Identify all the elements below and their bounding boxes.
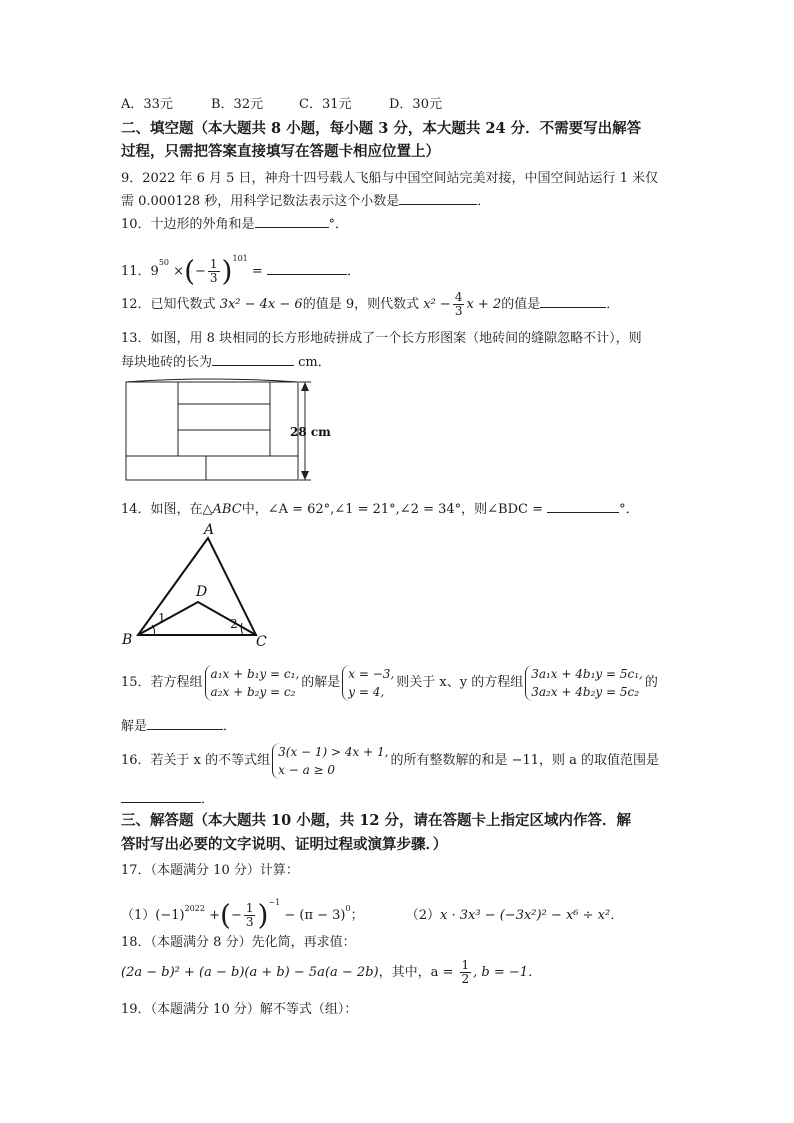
angle-2-arc bbox=[241, 623, 243, 635]
q9-end: ． bbox=[477, 194, 491, 209]
q16-system bbox=[272, 743, 388, 779]
q10-answer-blank[interactable] bbox=[255, 214, 329, 228]
q11-exp2: 101 bbox=[232, 254, 248, 263]
q17-p2-expr: x · 3x³ − (−3x²)² − x⁶ ÷ x²． bbox=[440, 908, 624, 923]
q16-sys-row1: 3(x − 1) > 4x + 1, bbox=[278, 744, 389, 759]
q17-p1-label: （1） bbox=[121, 908, 156, 923]
section2-heading-line2: 过程，只需把答案直接填写在答题卡相应位置上） bbox=[121, 143, 440, 160]
q17-frac-num: 1 bbox=[245, 901, 254, 915]
q13-line2 bbox=[121, 352, 331, 372]
section3-heading-line2: 答时写出必要的文字说明、证明过程或演算步骤．） bbox=[121, 836, 448, 853]
label-1: 1 bbox=[158, 611, 166, 625]
q13-text: 每块地砖的长为 bbox=[121, 355, 213, 370]
label-b: B bbox=[122, 632, 133, 648]
q15-line1 bbox=[121, 662, 658, 704]
q18-tail: , b = −1． bbox=[473, 965, 542, 980]
q16-answer-blank[interactable] bbox=[121, 789, 201, 803]
q18-expr-line bbox=[121, 955, 541, 991]
q15-sys3-row2: 3a₂x + 4b₂y = 5c₂ bbox=[531, 684, 640, 699]
q12-line bbox=[121, 287, 619, 323]
q10-end: °． bbox=[328, 217, 349, 232]
q12-answer-blank[interactable] bbox=[540, 294, 606, 308]
q17-p1-a: (−1) bbox=[155, 908, 185, 923]
q15-mid2: 则关于 x、y 的方程组 bbox=[396, 675, 524, 690]
q14-triangle-figure bbox=[118, 522, 278, 650]
q17-paren-right: ) bbox=[257, 898, 269, 932]
q15-system-3 bbox=[525, 665, 643, 701]
q14-line bbox=[121, 499, 639, 519]
q17-frac-den: 3 bbox=[245, 915, 254, 929]
q17-p1-a-exp: 2022 bbox=[184, 904, 205, 913]
q15-line2-text: 解是 bbox=[121, 719, 148, 734]
q15-sys2-row2: y = 4, bbox=[348, 684, 385, 699]
q17-p2-label: （2） bbox=[405, 908, 441, 923]
q14-given: 中，∠A = 62°,∠1 = 21°,∠2 = 34°，则∠BDC = bbox=[241, 502, 543, 517]
q19-title: 19．（本题满分 10 分）解不等式（组）： bbox=[121, 1002, 358, 1017]
dim-arrow-top bbox=[301, 382, 309, 391]
label-a: A bbox=[204, 522, 215, 538]
q15-system-1 bbox=[205, 665, 300, 701]
q15-sys1-row1: a₁x + b₁y = c₁, bbox=[210, 666, 300, 681]
q17-p1-end: ； bbox=[350, 908, 364, 923]
tile-outer-frame bbox=[126, 382, 298, 480]
q17-p1-c: − (π − 3) bbox=[284, 908, 346, 923]
q17-p1-minus: − bbox=[230, 908, 242, 923]
q15-mid1: 的解是 bbox=[301, 675, 341, 690]
q14-answer-blank[interactable] bbox=[547, 499, 619, 513]
section3-heading-line1: 三、解答题（本大题共 10 小题，共 12 分，请在答题卡上指定区域内作答．解 bbox=[121, 812, 632, 829]
q13-answer-blank[interactable] bbox=[212, 352, 294, 366]
q11-frac-den: 3 bbox=[209, 271, 218, 285]
q11-paren-right: ) bbox=[221, 254, 233, 288]
q14-abc: ABC bbox=[212, 502, 242, 517]
q15-sys3-row1: 3a₁x + 4b₁y = 5c₁, bbox=[531, 666, 643, 681]
q9-line1: 9．2022 年 6 月 5 日，神舟十四号载人飞船与中国空间站完美对接，中国空间站运行 1 米仅 bbox=[121, 171, 659, 186]
q15-sys2-row1: x = −3, bbox=[348, 666, 395, 681]
q17-p1-plus: + bbox=[209, 908, 220, 923]
q11-end: ． bbox=[346, 264, 360, 279]
q16-sys-row2: x − a ≥ 0 bbox=[278, 762, 336, 777]
q13-tile-figure bbox=[118, 374, 348, 486]
q15-prefix: 15．若方程组 bbox=[121, 675, 203, 690]
q18-where: ，其中，a = bbox=[378, 965, 454, 980]
q11-exp1: 50 bbox=[158, 258, 170, 267]
dim-label: 28 cm bbox=[290, 425, 331, 439]
q16-line2 bbox=[121, 789, 214, 809]
option-b: B．32元 bbox=[211, 97, 264, 112]
q17-fraction bbox=[244, 902, 256, 929]
q18-frac-num: 1 bbox=[461, 958, 470, 972]
q9-line2 bbox=[121, 191, 490, 211]
q11-answer-blank[interactable] bbox=[267, 261, 347, 275]
q17-title: 17．（本题满分 10 分）计算： bbox=[121, 863, 299, 878]
q11-base: 9 bbox=[150, 264, 159, 279]
q15-system-2 bbox=[342, 665, 394, 701]
q11-paren-left: ( bbox=[184, 254, 195, 288]
q17-p1-b-exp: −1 bbox=[268, 898, 281, 907]
q15-answer-blank[interactable] bbox=[147, 716, 223, 730]
q16-prefix: 16．若关于 x 的不等式组 bbox=[121, 753, 271, 768]
q17-parts bbox=[121, 882, 624, 932]
q15-end: ． bbox=[223, 719, 237, 734]
q17-paren-left: ( bbox=[220, 898, 231, 932]
q11-line bbox=[121, 240, 360, 288]
lines-bdc bbox=[138, 602, 256, 635]
q9-text: 需 0.000128 秒，用科学记数法表示这个小数是 bbox=[121, 194, 400, 209]
q16-tail: 的所有整数解的和是 −11，则 a 的取值范围是 bbox=[390, 753, 660, 768]
q12-mid: 的值是 9，则代数式 bbox=[302, 297, 420, 312]
q11-equals: = bbox=[251, 264, 263, 279]
q12-expr2-tail: x + 2 bbox=[466, 297, 502, 312]
q12-prefix: 12．已知代数式 bbox=[121, 297, 216, 312]
q11-frac-num: 1 bbox=[209, 257, 218, 271]
dim-arrow-bottom bbox=[301, 471, 309, 480]
q15-sys1-row2: a₂x + b₂y = c₂ bbox=[210, 684, 296, 699]
q12-x2: x² − bbox=[423, 297, 451, 312]
q12-expr1: 3x² − 4x − 6 bbox=[219, 297, 303, 312]
q18-frac-den: 2 bbox=[461, 972, 470, 986]
q14-end: °． bbox=[619, 502, 639, 517]
q16-end: ． bbox=[201, 792, 215, 807]
q11-times: × bbox=[173, 264, 185, 279]
q12-after: 的值是 bbox=[501, 297, 541, 312]
q11-fraction bbox=[208, 258, 220, 285]
label-c: C bbox=[256, 634, 267, 650]
q18-title: 18．（本题满分 8 分）先化简，再求值： bbox=[121, 935, 356, 950]
q13-unit: cm． bbox=[298, 355, 331, 370]
label-d: D bbox=[196, 584, 208, 600]
q14-prefix: 14．如图，在△ bbox=[121, 502, 213, 517]
option-d: D．30元 bbox=[389, 97, 442, 112]
q11-minus: − bbox=[195, 264, 206, 279]
q12-fraction bbox=[453, 291, 465, 318]
q17-p1-c-exp: 0 bbox=[345, 904, 351, 913]
q12-frac-num: 4 bbox=[454, 290, 463, 304]
q16-line1 bbox=[121, 740, 659, 782]
q12-frac-den: 3 bbox=[454, 304, 463, 318]
q11-num: 11． bbox=[121, 264, 151, 279]
option-c: C．31元 bbox=[299, 97, 352, 112]
q18-expr: (2a − b)² + (a − b)(a + b) − 5a(a − 2b) bbox=[121, 965, 379, 980]
q10-text: 10．十边形的外角和是 bbox=[121, 217, 255, 232]
section2-heading-line1: 二、填空题（本大题共 8 小题，每小题 3 分，本大题共 24 分．不需要写出解答 bbox=[121, 120, 642, 137]
q15-tail: 的 bbox=[644, 675, 658, 690]
q13-line1: 13．如图，用 8 块相同的长方形地砖拼成了一个长方形图案（地砖间的缝隙忽略不计），则 bbox=[121, 331, 642, 346]
q9-answer-blank[interactable] bbox=[399, 191, 477, 205]
options-line bbox=[121, 96, 442, 114]
q15-line2 bbox=[121, 716, 236, 736]
option-a: A．33元 bbox=[121, 97, 173, 112]
q18-fraction bbox=[460, 959, 472, 986]
q12-end: ． bbox=[606, 297, 620, 312]
label-2: 2 bbox=[230, 617, 238, 631]
q10-line bbox=[121, 214, 348, 234]
